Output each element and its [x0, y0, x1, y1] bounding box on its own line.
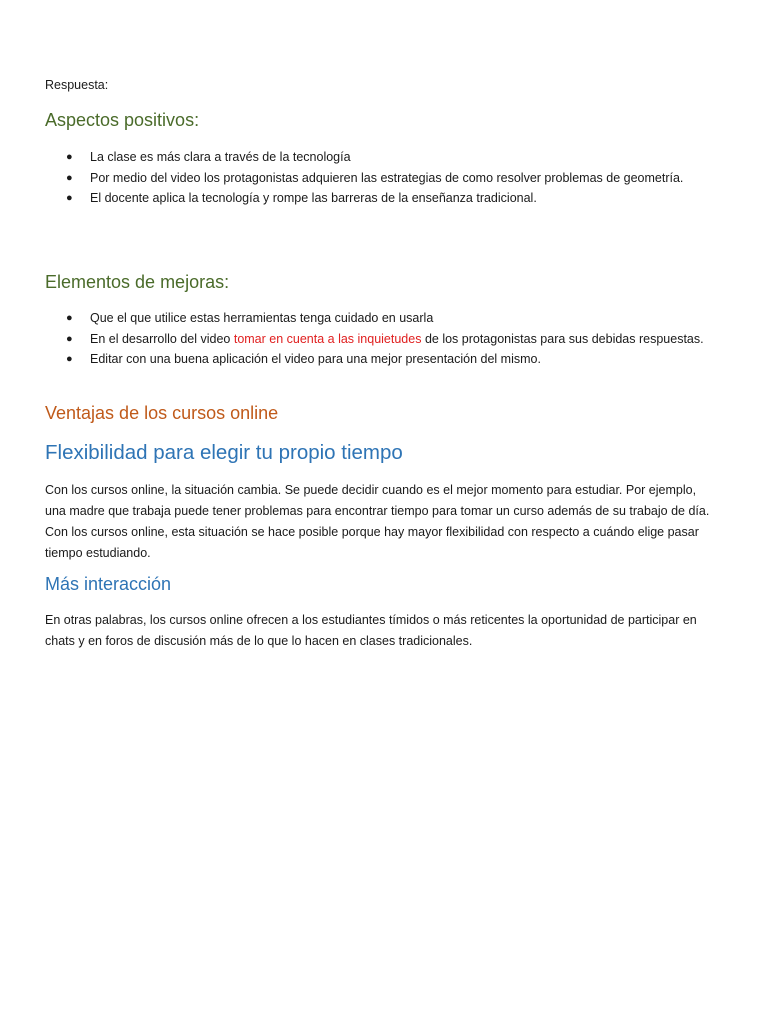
list-item-text: Que el que utilice estas herramientas tenga cuidado en usarla	[90, 311, 434, 325]
ventajas-heading: Ventajas de los cursos online	[45, 403, 279, 423]
bullet-icon: ●	[66, 332, 73, 345]
elementos-mejoras-list	[45, 308, 705, 370]
flexibilidad-heading: Flexibilidad para elegir tu propio tiempo	[45, 441, 403, 464]
bullet-icon: ●	[66, 171, 73, 184]
bullet-icon: ●	[66, 312, 73, 324]
aspectos-positivos-list	[45, 147, 705, 209]
flexibilidad-paragraph: Con los cursos online, la situación cambia. Se puede decidir cuando es el mejor momento para estudiar. Por ejemplo, una madre que trabaja puede tener problemas para encontrar tiempo para tomar un curso además de su trabajo de día. Con los cursos online, esta situación se hace posible porque hay mayor flexibilidad con respecto a cuándo elige pasar tiempo estudiando.	[45, 483, 710, 560]
bullet-icon: ●	[66, 192, 73, 204]
list-item-text: Por medio del video los protagonistas adquieren las estrategias de como resolver problemas de geometría.	[90, 170, 684, 185]
list-item	[45, 188, 705, 209]
list-item	[45, 349, 705, 370]
bullet-icon: ●	[66, 353, 73, 365]
elementos-mejoras-heading: Elementos de mejoras:	[45, 272, 230, 292]
respuesta-label: Respuesta:	[45, 78, 109, 92]
list-item	[45, 168, 705, 189]
aspectos-positivos-heading: Aspectos positivos:	[45, 110, 200, 130]
list-item-text-pre: En el desarrollo del video	[90, 331, 234, 346]
list-item-text: El docente aplica la tecnología y rompe las barreras de la enseñanza tradicional.	[90, 191, 537, 205]
list-item-text: La clase es más clara a través de la tecnología	[90, 150, 351, 164]
bullet-icon: ●	[66, 151, 73, 163]
list-item	[45, 329, 705, 350]
highlighted-text: tomar en cuenta a las inquietudes	[233, 331, 422, 346]
list-item	[45, 308, 705, 329]
list-item-text: Editar con una buena aplicación el video para una mejor presentación del mismo.	[90, 352, 541, 366]
list-item-text-post: de los protagonistas para sus debidas respuestas.	[421, 331, 704, 346]
interaccion-paragraph: En otras palabras, los cursos online ofrecen a los estudiantes tímidos o más reticentes la oportunidad de participar en chats y en foros de discusión más de lo que lo hacen en clases tradicionales.	[45, 613, 697, 648]
list-item	[45, 147, 705, 168]
interaccion-heading: Más interacción	[45, 574, 172, 594]
